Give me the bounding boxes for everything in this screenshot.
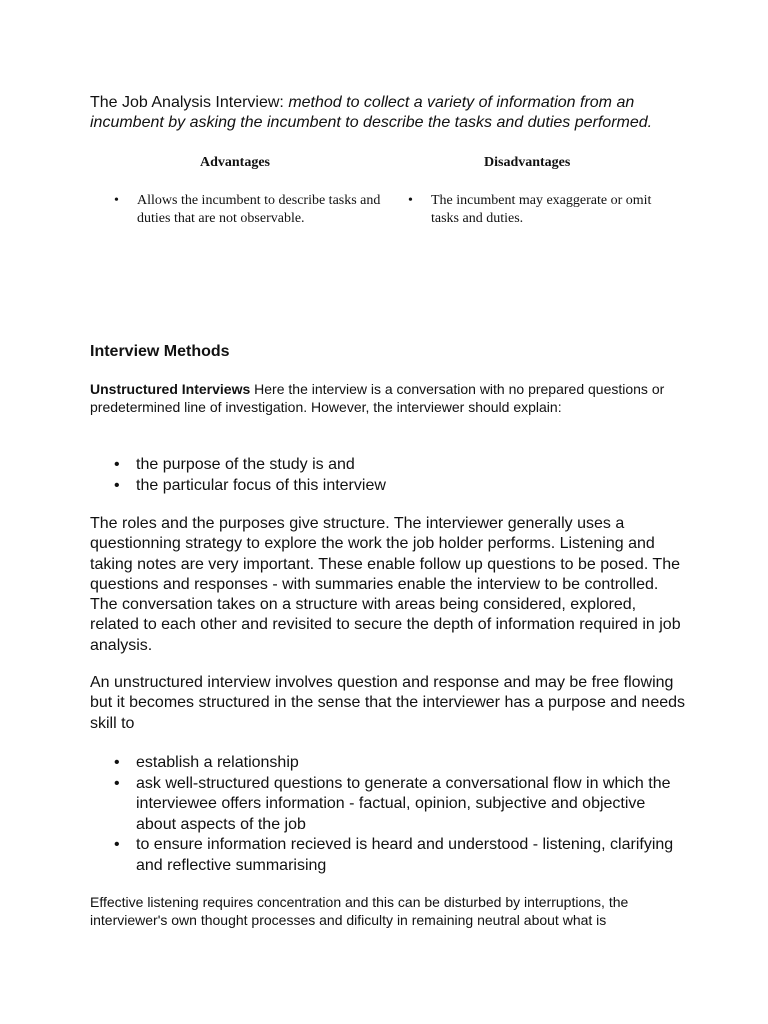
disadvantages-list bbox=[408, 192, 678, 228]
advantages-list bbox=[114, 192, 384, 228]
disadvantage-item: • The incumbent may exaggerate or omit tasks and duties. bbox=[408, 192, 678, 228]
intro-label: The Job Analysis Interview: bbox=[90, 94, 289, 111]
roles-paragraph: The roles and the purposes give structure. The interviewer generally uses a questionning strategy to explore the work the job holder performs. Listening and taking notes are very important. These enable follow up questions to be posed. The questions and responses - with summaries enable the interview to be controlled. The conversation takes on a structure with areas being considered, explored, related to each other and revisited to secure the depth of information required in job analysis. bbox=[90, 515, 681, 654]
unstructured-paragraph bbox=[90, 380, 690, 416]
unstructured-text: Here the interview is a conversation with no prepared questions or predetermined line of investigation. However, the interviewer should explain: bbox=[90, 381, 665, 415]
section-heading: Interview Methods bbox=[90, 343, 230, 360]
intro-paragraph bbox=[90, 93, 690, 133]
unstructured-interview-paragraph: An unstructured interview involves question and response and may be free flowing but it becomes structured in the sense that the interviewer has a purpose and needs skill to bbox=[90, 674, 686, 732]
list-item: • establish a relationship bbox=[114, 753, 680, 774]
list-item: • ask well-structured questions to generate a conversational flow in which the interviewee offers information - factual, opinion, subjective and objective about aspects of the job bbox=[114, 774, 680, 836]
skills-list bbox=[114, 753, 680, 876]
disadvantages-header: Disadvantages bbox=[484, 155, 571, 170]
explain-list bbox=[114, 455, 674, 496]
advantage-item: • Allows the incumbent to describe tasks and duties that are not observable. bbox=[114, 192, 384, 228]
listening-paragraph: Effective listening requires concentration and this can be disturbed by interruptions, the interviewer's own thought processes and dificulty in remaining neutral about what is bbox=[90, 894, 629, 928]
list-item: • the purpose of the study is and bbox=[114, 455, 674, 476]
advantages-header: Advantages bbox=[200, 155, 271, 170]
unstructured-term: Unstructured Interviews bbox=[90, 381, 251, 397]
list-item: • to ensure information recieved is heard and understood - listening, clarifying and reflective summarising bbox=[114, 835, 680, 876]
intro-definition: method to collect a variety of information from an incumbent by asking the incumbent to describe the tasks and duties performed. bbox=[90, 94, 653, 131]
list-item: • the particular focus of this interview bbox=[114, 476, 674, 497]
